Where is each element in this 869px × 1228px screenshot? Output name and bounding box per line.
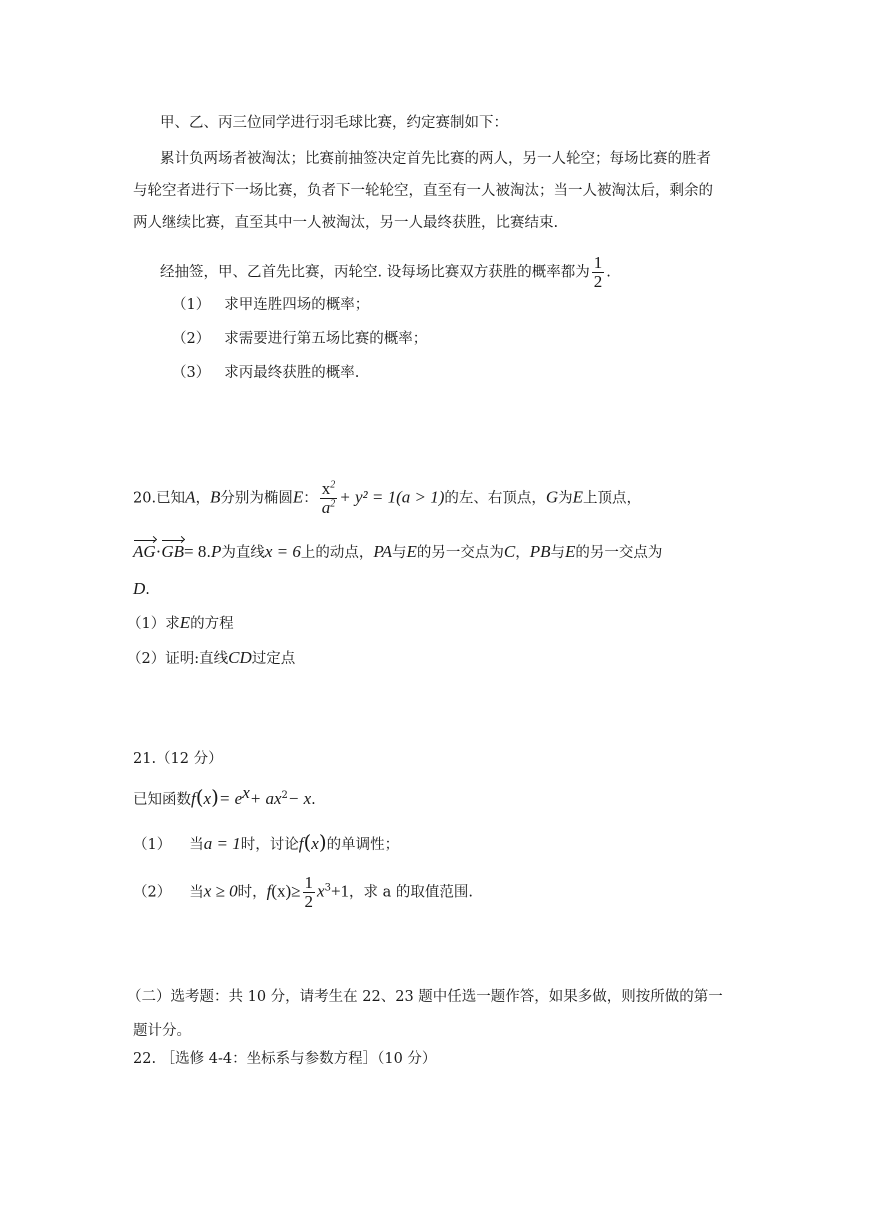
q19-probability-fraction: $\frac{1}{2}$ <box>593 253 603 291</box>
elective-line-2: 题计分。 <box>133 1023 191 1039</box>
vector-gb: GB <box>161 542 185 561</box>
q20-line-1: 20.已知A，B分别为椭圆E： $\frac{x^2}{a^2}$ + y² = 1(a > 1)的左、右顶点，G为E上顶点， <box>133 479 642 517</box>
q19-item-3: （3） 求丙最终获胜的概率. <box>172 365 360 381</box>
q20-ellipse-fraction: $\frac{x^2}{a^2}$ <box>321 479 336 517</box>
q22-header: 22. ［选修 4-4：坐标系与参数方程］（10 分） <box>133 1051 437 1067</box>
q19-rule-line-1: 累计负两场者被淘汰；比赛前抽签决定首先比赛的两人，另一人轮空；每场比赛的胜者 <box>160 151 711 167</box>
q21-sub-2: （2） 当x ≥ 0时，f(x)≥ $\frac{1}{2}$ $x^3+1$，求 a 的取值范围. <box>133 873 474 911</box>
q20-sub-1: （1）求E的方程 <box>127 613 234 632</box>
q21-header: 21.（12 分） <box>133 751 223 767</box>
q20-line-2: AG·GB= 8.P为直线x = 6上的动点，PA与E的另一交点为C，PB与E的另一交点为 <box>133 542 663 561</box>
q19-draw-text: 经抽签，甲、乙首先比赛，丙轮空. 设每场比赛双方获胜的概率都为 <box>160 264 590 281</box>
q19-rule-line-2: 与轮空者进行下一场比赛，负者下一轮轮空，直至有一人被淘汰；当一人被淘汰后，剩余的 <box>133 183 713 199</box>
q19-item-1: （1） 求甲连胜四场的概率； <box>172 297 370 313</box>
q19-draw-line: 经抽签，甲、乙首先比赛，丙轮空. 设每场比赛双方获胜的概率都为 $\frac{1}{2}$ . <box>160 253 611 291</box>
q19-intro: 甲、乙、丙三位同学进行羽毛球比赛，约定赛制如下： <box>160 115 508 131</box>
q20-line-3: D. <box>133 579 150 598</box>
vector-ag: AG <box>133 542 156 561</box>
q21-function: 已知函数$f(x)= e^x+ ax^2- x$. <box>133 783 316 809</box>
q21-half-fraction: $\frac{1}{2}$ <box>304 873 314 911</box>
elective-line-1: （二）选考题：共 10 分，请考生在 22、23 题中任选一题作答，如果多做，则按所做的第一 <box>127 989 723 1005</box>
q20-sub-2: （2）证明:直线CD过定点 <box>127 648 296 667</box>
q19-rule-line-3: 两人继续比赛，直至其中一人被淘汰，另一人最终获胜，比赛结束. <box>133 215 559 231</box>
q21-sub-1: （1） 当a = 1时，讨论f(x)的单调性； <box>133 830 400 854</box>
q19-item-2: （2） 求需要进行第五场比赛的概率； <box>172 331 428 347</box>
